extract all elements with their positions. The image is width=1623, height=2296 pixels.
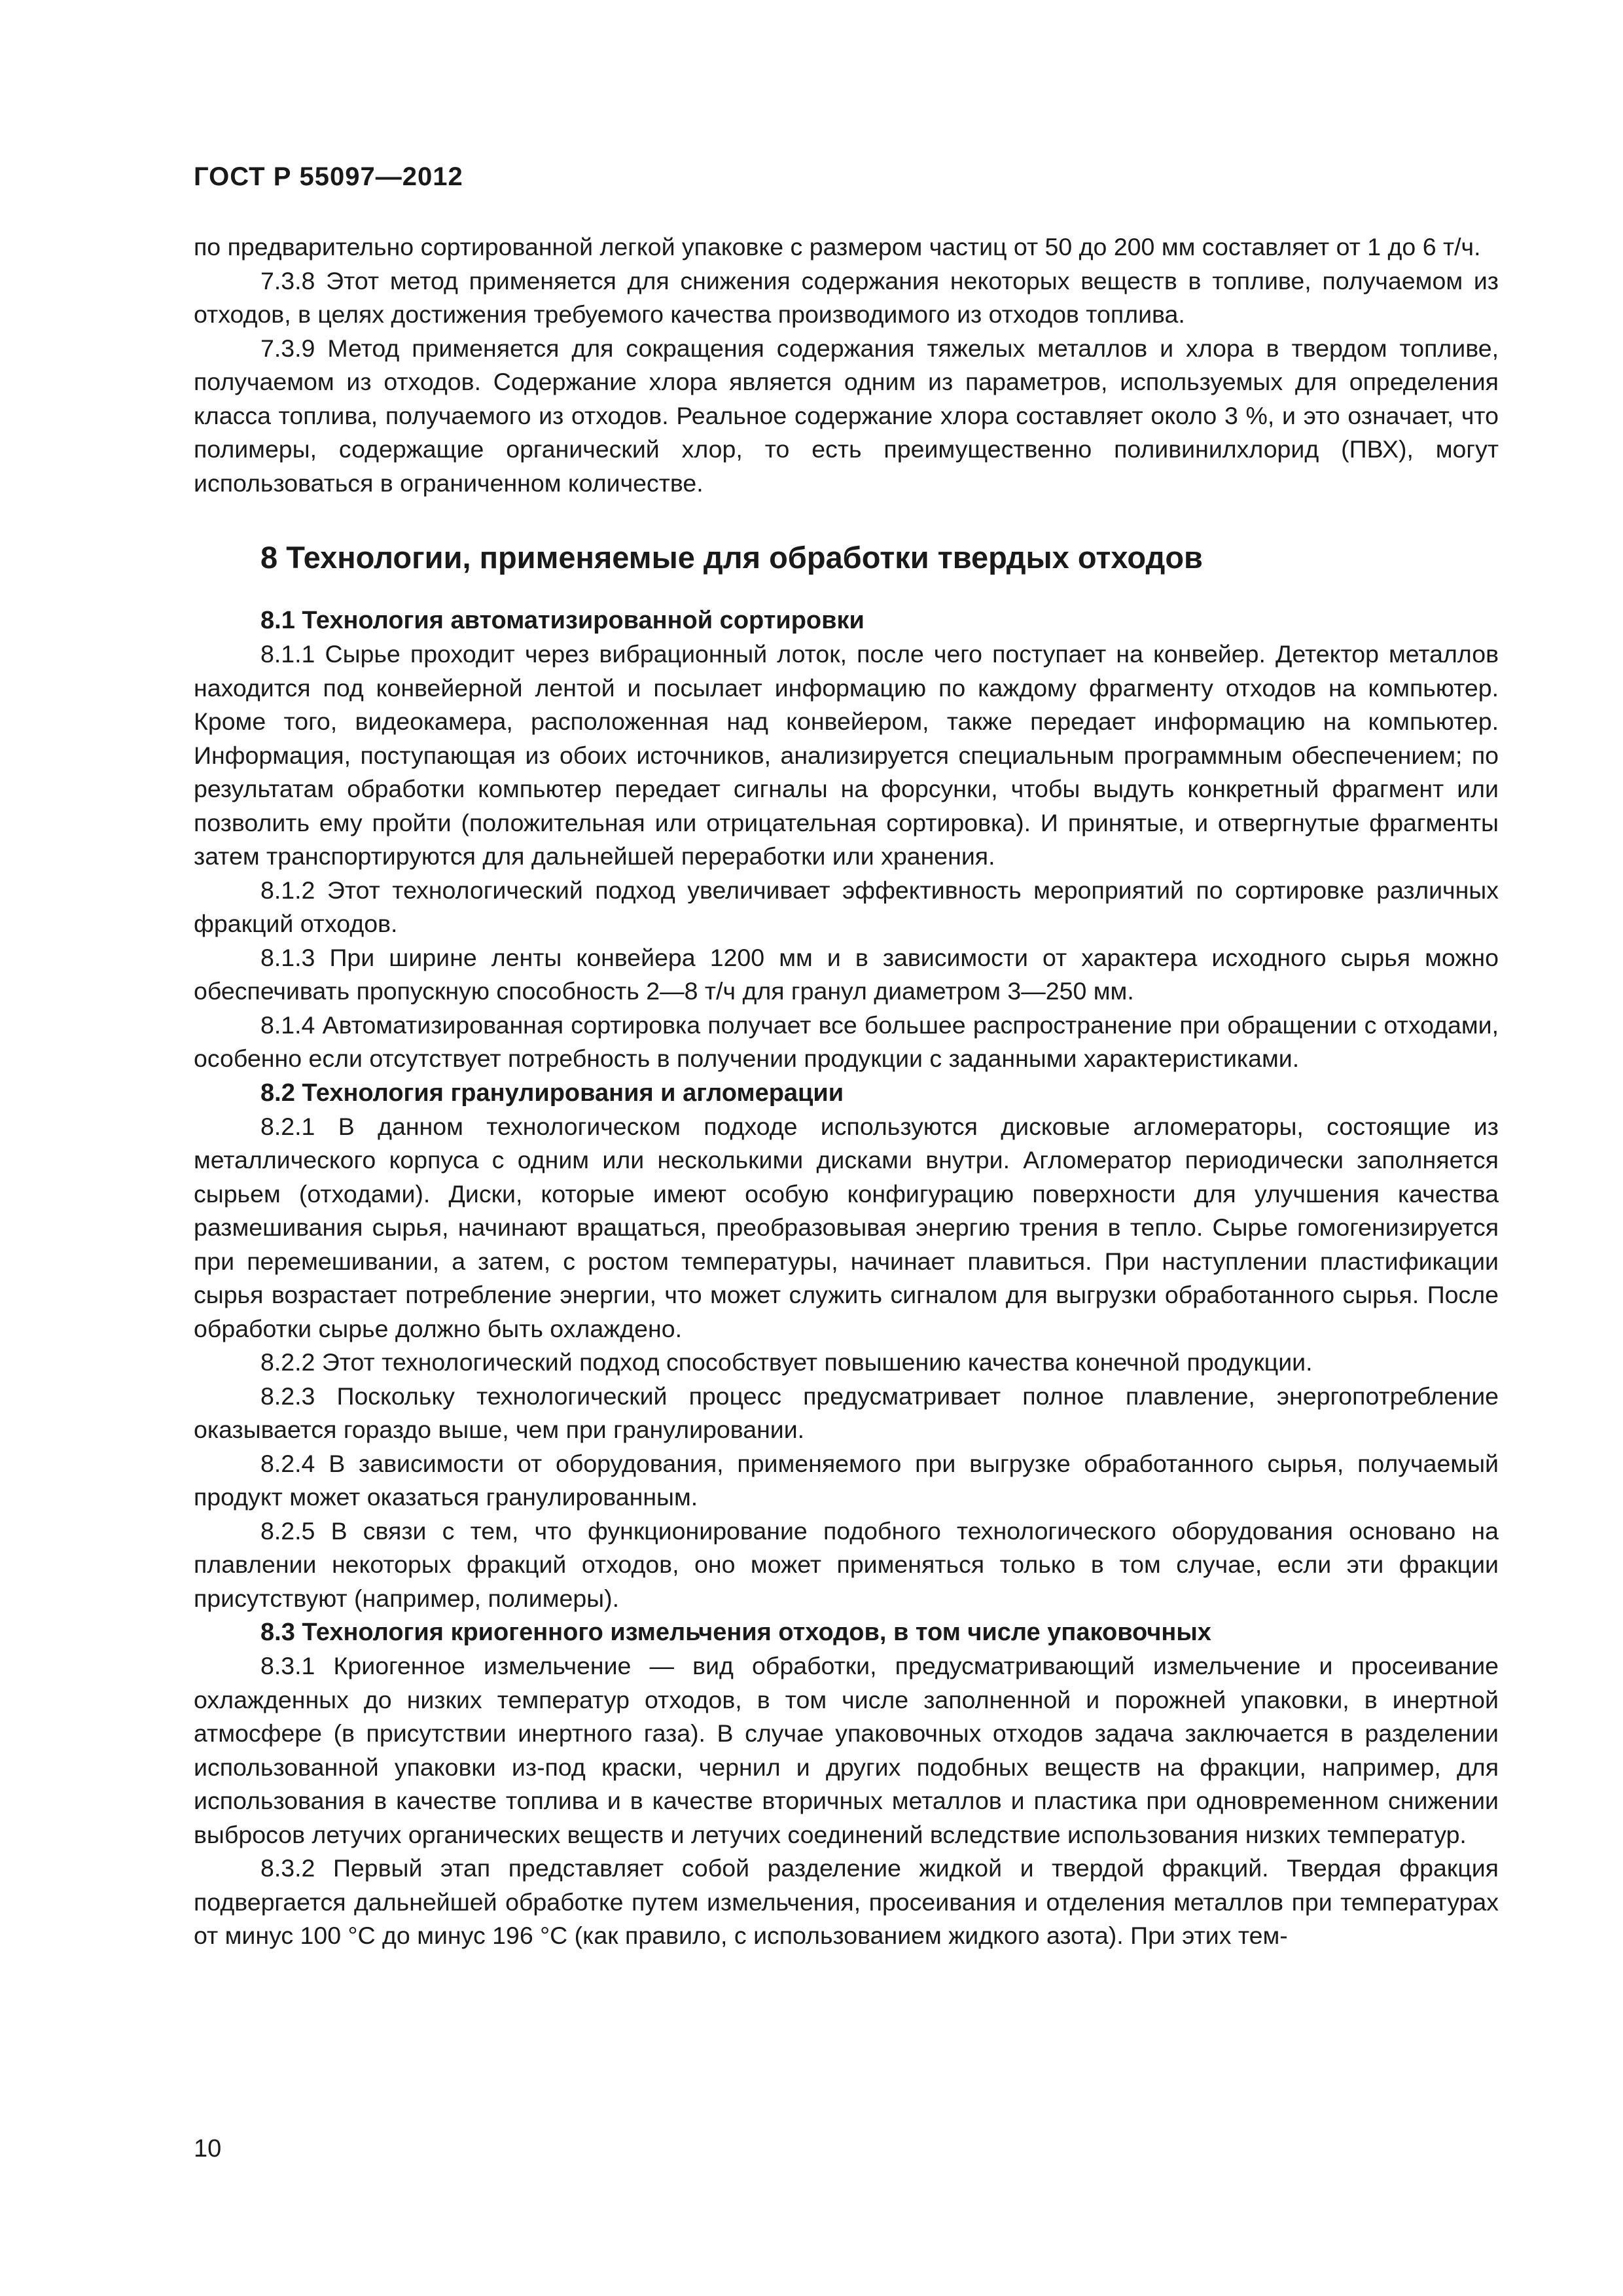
document-body	[194, 230, 1499, 1953]
paragraph-8-1-2: 8.1.2 Этот технологический подход увеличивает эффективность мероприятий по сортировке различных фракций отходов.	[194, 876, 1499, 937]
paragraph-8-3-1: 8.3.1 Криогенное измельчение — вид обработки, предусматривающий измельчение и просеивание охлажденных до низких температур отходов, в том числе заполненной и порожней упаковки, в инертной атмосфере (в присутствии инертного газа). В случае упаковочных отходов задача заключается в разделении использованной упаковки из-под краски, чернил и других подобных веществ на фракции, например, для использования в качестве топлива и в качестве вторичных металлов и пластика при одновременном снижении выбросов летучих органических веществ и летучих соединений вследствие использования низких температур.	[194, 1652, 1499, 1848]
paragraph-8-1-3: 8.1.3 При ширине ленты конвейера 1200 мм и в зависимости от характера исходного сырья можно обеспечивать пропускную способность 2—8 т/ч для гранул диаметром 3—250 мм.	[194, 943, 1499, 1005]
paragraph-continuation: по предварительно сортированной легкой упаковке с размером частиц от 50 до 200 мм составляет от 1 до 6 т/ч.	[194, 233, 1481, 260]
paragraph-7-3-9: 7.3.9 Метод применяется для сокращения содержания тяжелых металлов и хлора в твердом топливе, получаемом из отходов. Содержание хлора является одним из параметров, используемых для определения класса топлива, получаемого из отходов. Реальное содержание хлора составляет около 3 %, и это означает, что полимеры, содержащие органический хлор, то есть преимущественно поливинилхлорид (ПВХ), могут использоваться в ограниченном количестве.	[194, 334, 1499, 497]
paragraph-8-2-2: 8.2.2 Этот технологический подход способствует повышению качества конечной продукции.	[260, 1348, 1313, 1376]
paragraph-8-2-4: 8.2.4 В зависимости от оборудования, применяемого при выгрузке обработанного сырья, получаемый продукт может оказаться гранулированным.	[194, 1449, 1499, 1511]
subsection-8-1-title: 8.1 Технология автоматизированной сортировки	[260, 607, 865, 634]
subsection-8-2-title: 8.2 Технология гранулирования и агломерации	[260, 1079, 844, 1107]
paragraph-7-3-8: 7.3.8 Этот метод применяется для снижения содержания некоторых веществ в топливе, получаемом из отходов, в целях достижения требуемого качества производимого из отходов топлива.	[194, 266, 1499, 328]
paragraph-8-1-1: 8.1.1 Сырье проходит через вибрационный лоток, после чего поступает на конвейер. Детектор металлов находится под конвейерной лентой и посылает информацию по каждому фрагменту отходов на компьютер. Кроме того, видеокамера, расположенная над конвейером, также передает информацию на компьютер. Информация, поступающая из обоих источников, анализируется специальным программным обеспечением; по результатам обработки компьютер передает сигналы на форсунки, чтобы выдуть конкретный фрагмент или позволить ему пройти (положительная или отрицательная сортировка). И принятые, и отвергнутые фрагменты затем транспортируются для дальнейшей переработки или хранения.	[194, 640, 1499, 870]
paragraph-8-2-3: 8.2.3 Поскольку технологический процесс предусматривает полное плавление, энергопотребление оказывается гораздо выше, чем при гранулировании.	[194, 1382, 1499, 1443]
paragraph-8-2-5: 8.2.5 В связи с тем, что функционирование подобного технологического оборудования основано на плавлении некоторых фракций отходов, оно может применяться только в том случае, если эти фракции присутствуют (например, полимеры).	[194, 1516, 1499, 1612]
paragraph-8-1-4: 8.1.4 Автоматизированная сортировка получает все большее распространение при обращении с отходами, особенно если отсутствует потребность в получении продукции с заданными характеристиками.	[194, 1011, 1499, 1072]
document-header-id: ГОСТ Р 55097—2012	[194, 162, 463, 191]
page-number: 10	[194, 2135, 222, 2162]
paragraph-8-3-2: 8.3.2 Первый этап представляет собой разделение жидкой и твердой фракций. Твердая фракция подвергается дальнейшей обработке путем измельчения, просеивания и отделения металлов при температурах от минус 100 °C до минус 196 °C (как правило, с использованием жидкого азота). При этих тем-	[194, 1854, 1499, 1949]
subsection-8-3-title: 8.3 Технология криогенного измельчения отходов, в том числе упаковочных	[260, 1619, 1211, 1646]
section-8-title: 8 Технологии, применяемые для обработки твердых отходов	[260, 540, 1203, 575]
paragraph-8-2-1: 8.2.1 В данном технологическом подходе используются дисковые агломераторы, состоящие из металлического корпуса с одним или несколькими дисками внутри. Агломератор периодически заполняется сырьем (отходами). Диски, которые имеют особую конфигурацию поверхности для улучшения качества размешивания сырья, начинают вращаться, преобразовывая энергию трения в тепло. Сырье гомогенизируется при перемешивании, а затем, с ростом температуры, начинает плавиться. При наступлении пластификации сырья возрастает потребление энергии, что может служить сигналом для выгрузки обработанного сырья. После обработки сырье должно быть охлаждено.	[194, 1112, 1499, 1342]
